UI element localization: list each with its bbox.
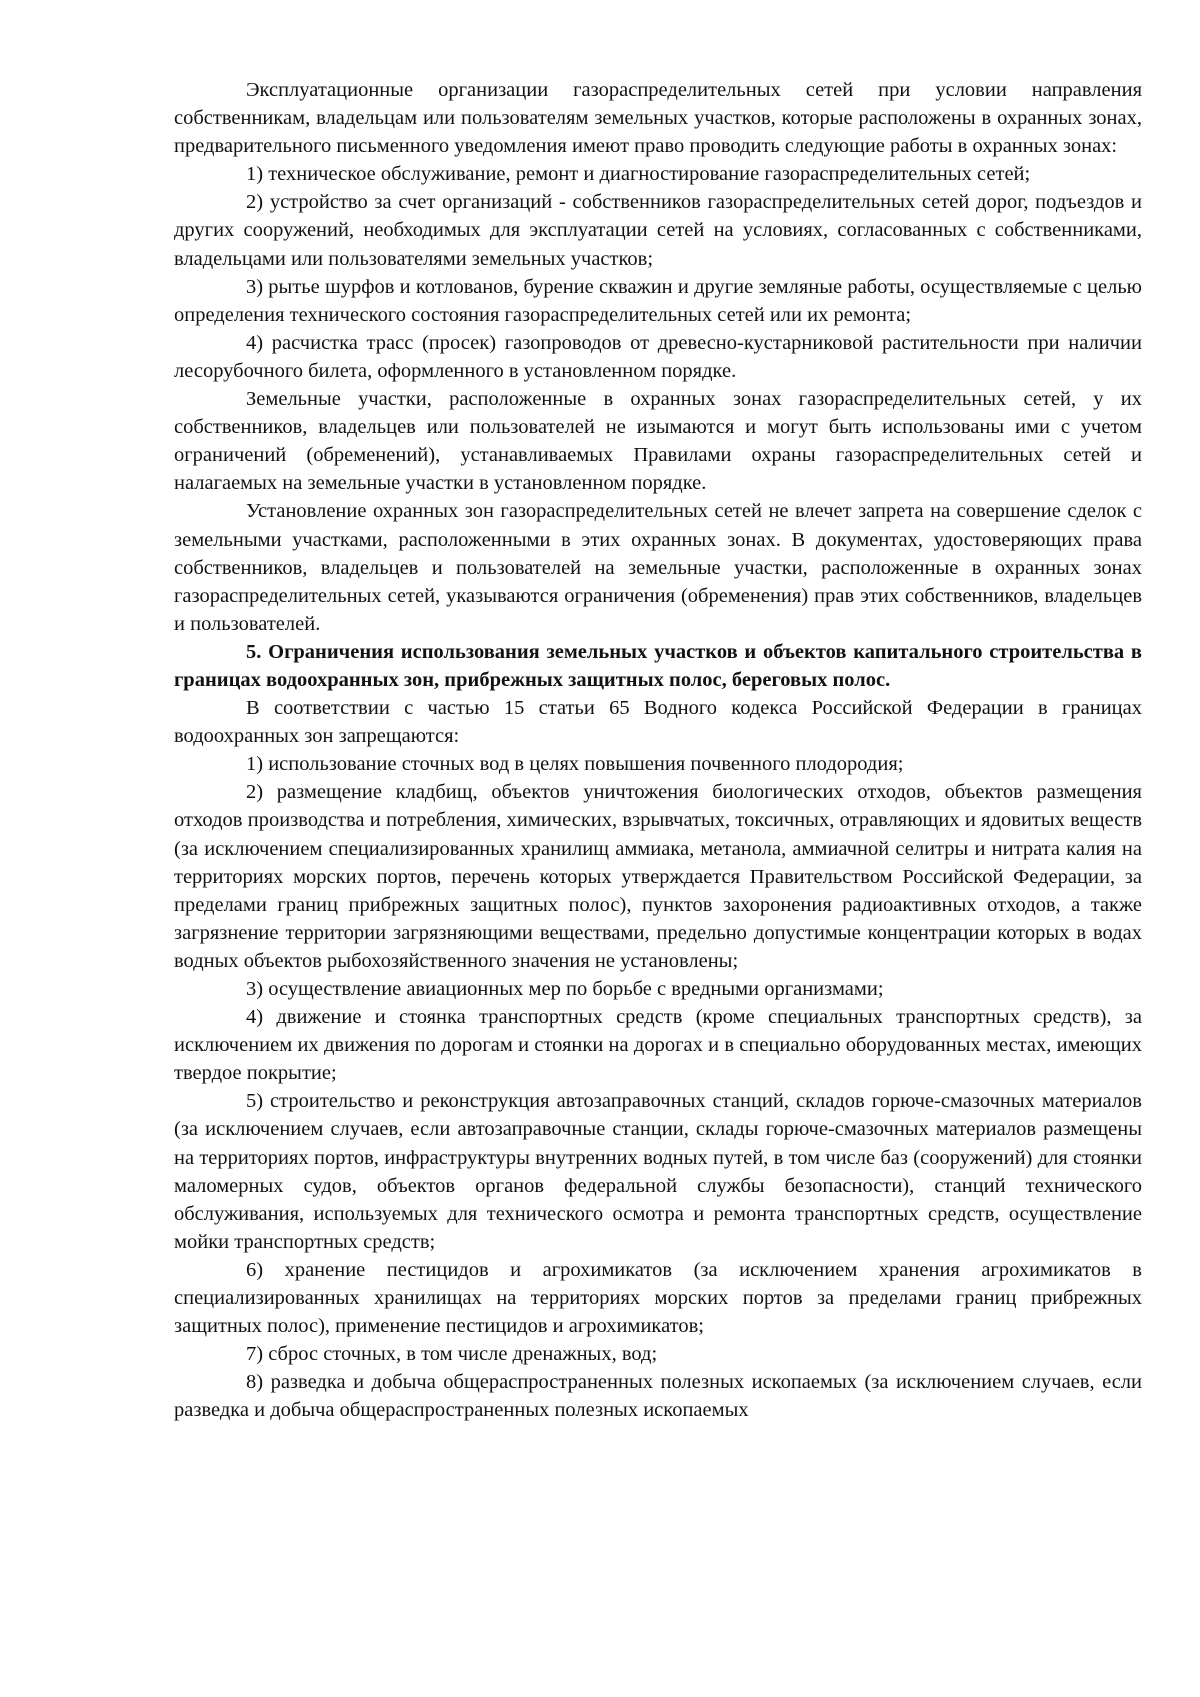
prohibition-item-2: 2) размещение кладбищ, объектов уничтожения биологических отходов, объектов размещения отходов производства и потребления, химических, взрывчатых, токсичных, отравляющих и ядовитых веществ (за исключением специализированных хранилищ аммиака, метанола, аммиачной селитры и нитрата калия на территориях морских портов, перечень которых утверждается Правительством Российской Федерации, за пределами границ прибрежных защитных полос), пунктов захоронения радиоактивных отходов, а также загрязнение территории загрязняющими веществами, предельно допустимые концентрации которых в водах водных объектов рыбохозяйственного значения не установлены; xyxy=(174,781,1142,972)
paragraph-land-plots: Земельные участки, расположенные в охранных зонах газораспределительных сетей, у их собственников, владельцев или пользователей не изымаются и могут быть использованы ими с учетом ограничений (обременений), устанавливаемых Правилами охраны газораспределительных сетей и налагаемых на земельные участки в установленном порядке. xyxy=(174,388,1142,495)
document-page xyxy=(174,76,1142,1425)
prohibition-item-7: 7) сброс сточных, в том числе дренажных, вод; xyxy=(246,1343,658,1366)
prohibition-item-5: 5) строительство и реконструкция автозаправочных станций, складов горюче-смазочных материалов (за исключением случаев, если автозаправочные станции, склады горюче-смазочных материалов размещены на территориях портов, инфраструктуры внутренних водных путей, в том числе баз (сооружений) для стоянки маломерных судов, объектов органов федеральной службы безопасности), станций технического обслуживания, используемых для технического осмотра и ремонта транспортных средств, осуществление мойки транспортных средств; xyxy=(174,1090,1142,1253)
paragraph-water-code: В соответствии с частью 15 статьи 65 Водного кодекса Российской Федерации в границах водоохранных зон запрещаются: xyxy=(174,697,1142,748)
prohibition-item-3: 3) осуществление авиационных мер по борьбе с вредными организмами; xyxy=(246,978,884,1000)
prohibition-item-4: 4) движение и стоянка транспортных средств (кроме специальных транспортных средств), за исключением их движения по дорогам и стоянки на дорогах и в специально оборудованных местах, имеющих твердое покрытие; xyxy=(174,1006,1142,1085)
list-item-4: 4) расчистка трасс (просек) газопроводов от древесно-кустарниковой растительности при наличии лесорубочного билета, оформленного в установленном порядке. xyxy=(174,331,1142,382)
prohibition-item-1: 1) использование сточных вод в целях повышения почвенного плодородия; xyxy=(246,753,904,776)
prohibition-item-6: 6) хранение пестицидов и агрохимикатов (за исключением хранения агрохимикатов в специализированных хранилищах на территориях морских портов за пределами границ прибрежных защитных полос), применение пестицидов и агрохимикатов; xyxy=(174,1258,1142,1338)
paragraph-protection-zones: Установление охранных зон газораспределительных сетей не влечет запрета на совершение сделок с земельными участками, расположенными в этих охранных зонах. В документах, удостоверяющих права собственников, владельцев и пользователей на земельные участки, расположенные в охранных зонах газораспределительных сетей, указываются ограничения (обременения) прав этих собственников, владельцев и пользователей. xyxy=(174,500,1142,635)
list-item-1: 1) техническое обслуживание, ремонт и диагностирование газораспределительных сетей; xyxy=(246,163,1031,186)
list-item-3: 3) рытье шурфов и котлованов, бурение скважин и другие земляные работы, осуществляемые с целью определения технического состояния газораспределительных сетей или их ремонта; xyxy=(174,275,1142,326)
prohibition-item-8: 8) разведка и добыча общераспространенных полезных ископаемых (за исключением случаев, если разведка и добыча общераспространенных полезных ископаемых xyxy=(174,1371,1142,1422)
list-item-2: 2) устройство за счет организаций - собственников газораспределительных сетей дорог, подъездов и других сооружений, необходимых для эксплуатации сетей на условиях, согласованных с собственниками, владельцами или пользователями земельных участков; xyxy=(174,191,1142,270)
paragraph-intro: Эксплуатационные организации газораспределительных сетей при условии направления собственникам, владельцам или пользователям земельных участков, которые расположены в охранных зонах, предварительного письменного уведомления имеют право проводить следующие работы в охранных зонах: xyxy=(174,79,1142,158)
section-heading: 5. Ограничения использования земельных участков и объектов капитального строительства в границах водоохранных зон, прибрежных защитных полос, береговых полос. xyxy=(174,640,1142,691)
